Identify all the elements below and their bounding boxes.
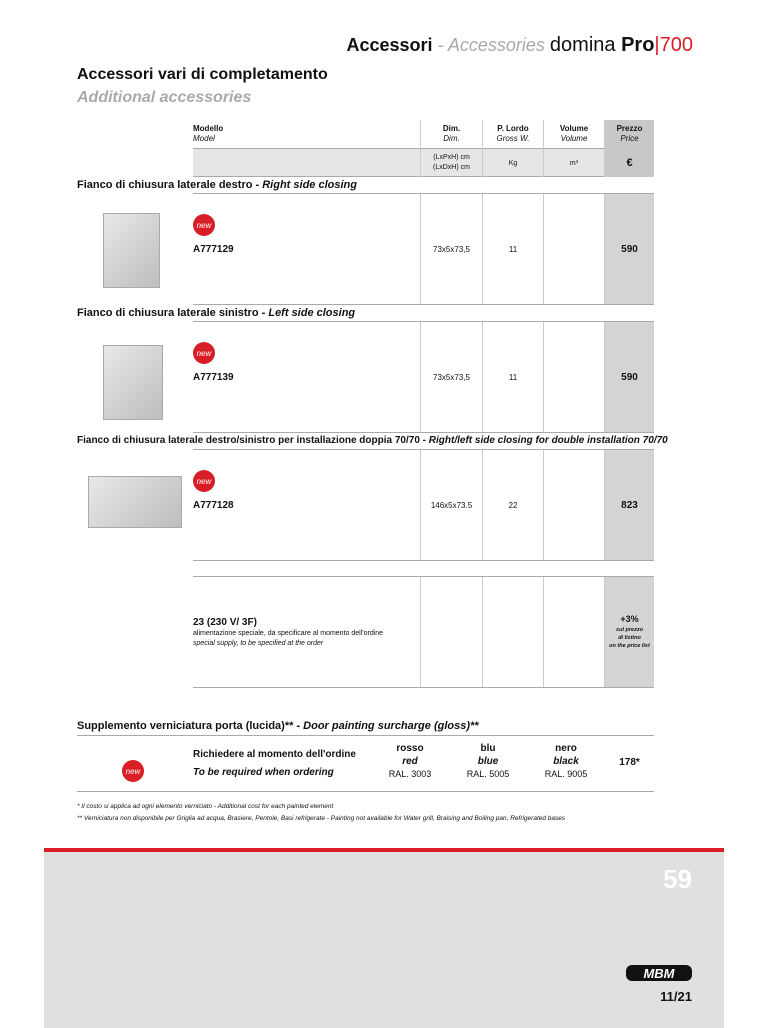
header-en: Accessories [447, 35, 545, 55]
col-price-it: Prezzo [616, 124, 643, 133]
product-dim: 146x5x73.5 [430, 501, 473, 510]
painting-title-it: Supplemento verniciatura porta (lucida)** [77, 720, 294, 732]
dim-units [421, 153, 482, 173]
painting-req-en: To be required when ordering [193, 767, 334, 778]
table-row [193, 449, 654, 561]
product-code: A777128 [193, 500, 234, 511]
new-badge: new [193, 342, 215, 364]
mbm-logo [624, 962, 694, 984]
product-image [103, 213, 160, 288]
col-model-en: Model [193, 134, 215, 143]
page-subtitle: Additional accessories [77, 89, 252, 106]
col-volume-it: Volume [559, 124, 589, 133]
new-badge: new [193, 470, 215, 492]
painting-price: 178* [619, 757, 640, 768]
supply-desc-it: alimentazione speciale, da specificare al momento dell'ordine [193, 630, 384, 637]
color-black-it: nero [555, 743, 577, 754]
table-header [193, 120, 654, 177]
section-sep: - [419, 435, 429, 446]
col-dim [421, 124, 482, 144]
product-code: A777139 [193, 372, 234, 383]
weight-unit: Kg [508, 160, 518, 167]
product-price: 590 [605, 322, 654, 432]
supply-price-note-1: sul prezzo [616, 626, 643, 633]
section-title-it: Fianco di chiusura laterale destro/sinistro per installazione doppia 70/70 [77, 435, 420, 446]
section-title [77, 179, 357, 191]
section-title-en: Right/left side closing for double installation 70/70 [428, 435, 668, 446]
color-red-ral: RAL. 3003 [388, 769, 432, 779]
color-blue-it: blu [480, 743, 496, 754]
section-title-it: Fianco di chiusura laterale sinistro [77, 307, 259, 319]
color-red [378, 742, 442, 781]
product-dim: 73x5x73,5 [433, 245, 470, 254]
dim-unit-1: (LxPxH) cm [433, 154, 470, 161]
product-weight: 11 [508, 373, 518, 382]
table-row [193, 321, 654, 433]
new-badge: new [122, 760, 144, 782]
supply-code: 23 (230 V/ 3F) [193, 617, 257, 628]
volume-unit: m³ [569, 160, 579, 167]
col-price [605, 124, 654, 144]
product-image [88, 476, 182, 528]
col-model [193, 124, 223, 144]
new-badge: new [193, 214, 215, 236]
supply-row [193, 576, 654, 688]
section-title [77, 435, 668, 446]
table-row [193, 193, 654, 305]
color-red-it: rosso [396, 743, 424, 754]
section-sep: - [252, 179, 263, 191]
color-red-en: red [402, 756, 418, 767]
supply-desc-en: special supply, to be specified at the order [193, 640, 324, 647]
mbm-logo-text: MBM [643, 966, 675, 981]
supply-price [605, 577, 654, 687]
col-dim-en: Dim. [443, 134, 460, 143]
painting-row [77, 735, 654, 792]
footnote-2: ** Verniciatura non disponibile per Griglia ad acqua, Brasiere, Pentole, Basi refrigerate - Painting not available for Water grill, Braising and Boiling pan, Refrigerated bases [77, 815, 566, 822]
brand-a: domina [549, 34, 622, 56]
dim-unit-2: (LxDxH) cm [433, 164, 470, 171]
header-sep: - [432, 35, 448, 55]
product-weight: 22 [508, 501, 518, 510]
header-it: Accessori [346, 35, 433, 55]
color-black [534, 742, 598, 781]
painting-req-it: Richiedere al momento dell'ordine [193, 749, 356, 760]
product-price: 590 [605, 194, 654, 304]
page-number: 59 [663, 864, 692, 894]
product-weight: 11 [508, 245, 518, 254]
painting-sep: - [293, 720, 304, 732]
brand-b: Pro [621, 34, 655, 56]
col-dim-it: Dim. [442, 124, 461, 133]
painting-title-en: Door painting surcharge (gloss)** [303, 720, 479, 732]
product-price: 823 [605, 450, 654, 560]
footnote-1: * Il costo si applica ad ogni elemento verniciato - Additional cost for each painted element [77, 803, 334, 810]
product-image [103, 345, 163, 420]
supply-price-note-3: on the price list [609, 642, 650, 649]
section-title-it: Fianco di chiusura laterale destro [77, 179, 253, 191]
page-title: Accessori vari di completamento [77, 66, 328, 83]
color-blue-en: blue [477, 756, 499, 767]
col-model-it: Modello [193, 124, 224, 133]
col-weight-it: P. Lordo [497, 124, 529, 133]
section-sep: - [258, 307, 269, 319]
color-blue-ral: RAL. 5005 [466, 769, 510, 779]
painting-title [77, 720, 479, 732]
supply-price-note-2: di listino [618, 634, 641, 641]
product-dim: 73x5x73,5 [433, 373, 470, 382]
page-header [346, 34, 693, 57]
col-volume-en: Volume [560, 134, 588, 143]
section-title [77, 307, 355, 319]
color-black-en: black [553, 756, 579, 767]
col-volume [544, 124, 604, 144]
edition: 11/21 [660, 989, 692, 1004]
price-unit: € [626, 157, 633, 169]
color-black-ral: RAL. 9005 [544, 769, 588, 779]
col-weight-en: Gross W. [496, 134, 530, 143]
mbm-logo-graphic [624, 962, 694, 984]
section-title-en: Right side closing [262, 179, 357, 191]
section-title-en: Left side closing [268, 307, 356, 319]
col-price-en: Price [620, 134, 639, 143]
brand-num: 700 [659, 34, 693, 56]
supply-price-value: +3% [620, 613, 639, 624]
col-weight [483, 124, 543, 144]
brand-logo: domina Pro|700 [549, 34, 693, 56]
page-footer [44, 848, 724, 1028]
product-code: A777129 [193, 244, 234, 255]
color-blue [456, 742, 520, 781]
